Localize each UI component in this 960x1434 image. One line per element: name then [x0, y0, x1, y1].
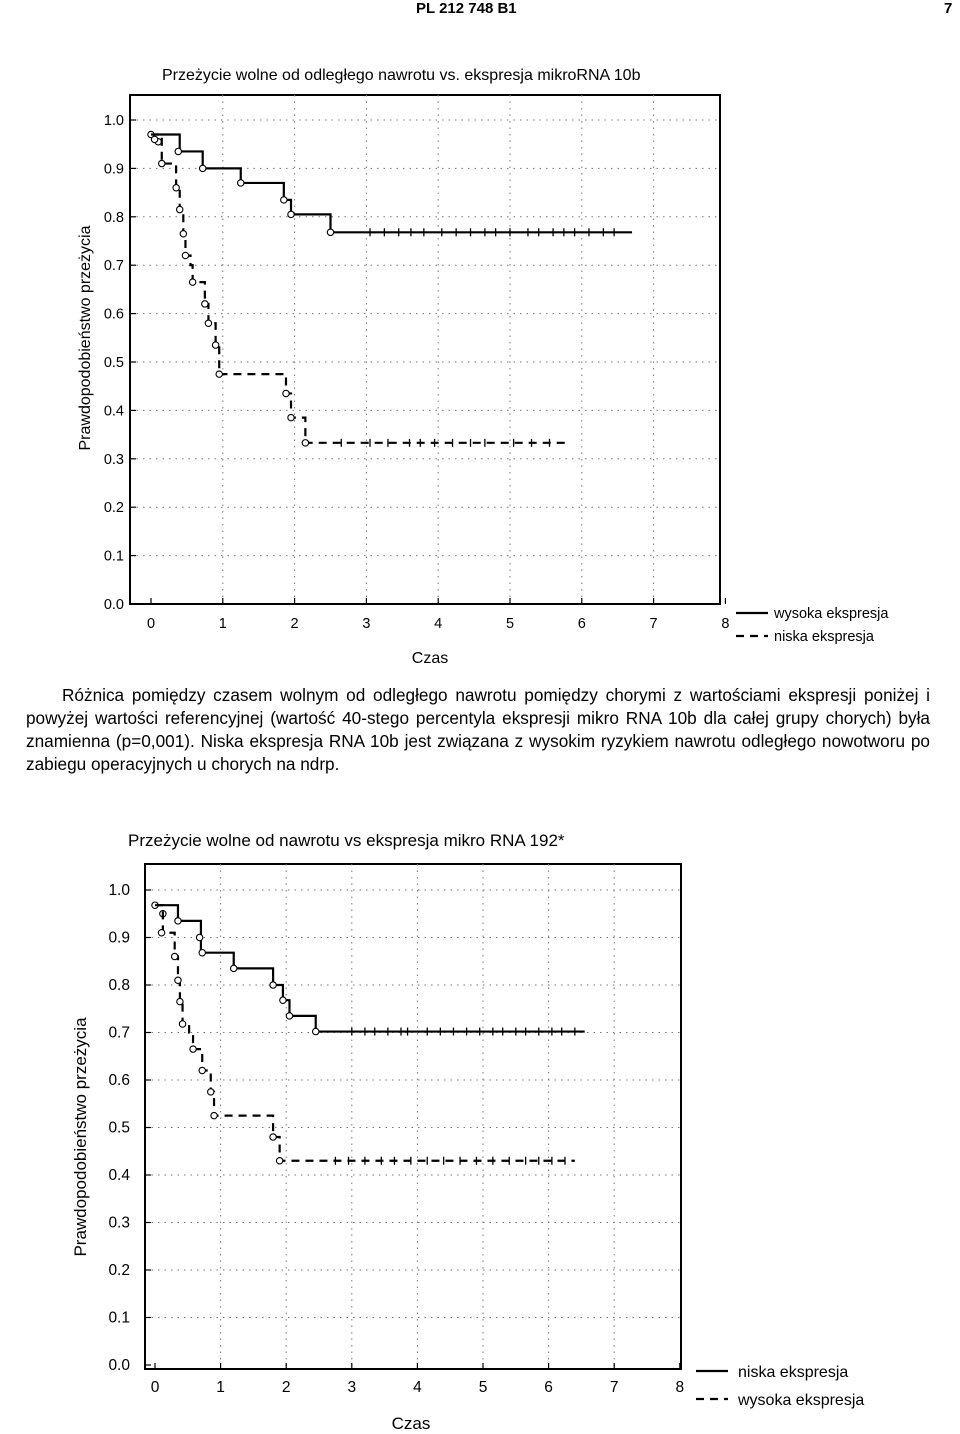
x-tick-label: 8 [675, 1379, 685, 1396]
series-layer [152, 902, 585, 1165]
series-layer [148, 131, 632, 447]
event-point [238, 180, 244, 186]
x-tick-label: 4 [413, 1379, 422, 1396]
event-point [286, 1013, 292, 1019]
event-point [175, 918, 181, 924]
x-tick-label: 6 [544, 1379, 553, 1396]
x-tick-label: 0 [146, 616, 156, 632]
y-tick-label: 1.0 [108, 882, 130, 899]
y-tick-label: 0.8 [108, 977, 130, 994]
y-tick-label: 0.2 [108, 1262, 130, 1279]
ticks [104, 113, 730, 632]
x-tick-label: 5 [505, 616, 515, 632]
km-chart-mirna-192 [0, 820, 960, 1434]
y-tick-label: 0.0 [108, 1357, 130, 1374]
y-tick-label: 0.4 [108, 1167, 130, 1184]
ticks [108, 882, 684, 1396]
event-point [173, 185, 179, 191]
x-tick-label: 4 [434, 616, 443, 632]
event-point [216, 371, 222, 377]
survival-curve [151, 135, 632, 233]
event-point [199, 1067, 205, 1073]
event-point [313, 1028, 319, 1034]
event-point [202, 301, 208, 307]
survival-curve [151, 135, 567, 443]
event-point [270, 1134, 276, 1140]
y-tick-label: 0.6 [103, 306, 124, 323]
event-point [276, 1158, 282, 1164]
event-point [182, 252, 188, 258]
y-tick-label: 0.8 [103, 209, 124, 226]
y-tick-label: 0.7 [103, 258, 124, 275]
y-tick-label: 0.2 [103, 500, 124, 517]
event-point [212, 342, 218, 348]
y-tick-label: 0.6 [108, 1072, 130, 1089]
y-tick-label: 1.0 [103, 113, 124, 129]
event-point [283, 390, 289, 396]
y-tick-label: 0.0 [103, 597, 124, 613]
event-point [190, 1046, 196, 1052]
x-tick-label: 0 [150, 1379, 160, 1396]
x-tick-label: 3 [362, 616, 371, 632]
event-point [196, 934, 202, 940]
y-tick-label: 0.3 [103, 451, 124, 468]
x-tick-label: 7 [649, 616, 658, 632]
y-tick-label: 0.9 [108, 929, 130, 947]
event-point [189, 279, 195, 285]
event-point [288, 211, 294, 217]
event-point [231, 965, 237, 971]
series-1 [148, 131, 632, 236]
y-tick-label: 0.1 [108, 1309, 130, 1327]
event-point [280, 997, 286, 1003]
y-tick-label: 0.5 [108, 1119, 130, 1137]
y-tick-label: 0.7 [108, 1024, 130, 1042]
y-tick-label: 0.3 [108, 1214, 130, 1232]
event-point [199, 950, 205, 956]
x-tick-label: 2 [281, 1379, 291, 1396]
event-point [208, 1089, 214, 1095]
x-tick-label: 2 [290, 616, 299, 632]
chart-title: Przeżycie wolne od odległego nawrotu vs. ekspresja mikroRNA 10b [162, 67, 641, 84]
legend-label-1: niska ekspresja [738, 1364, 849, 1381]
legend-label-2: wysoka ekspresja [738, 1392, 865, 1409]
event-point [302, 440, 308, 446]
page-header [0, 0, 960, 22]
x-tick-label: 7 [609, 1379, 619, 1396]
page-number: 7 [944, 0, 953, 17]
event-point [175, 977, 181, 983]
y-tick-label: 0.5 [103, 355, 124, 371]
event-point [327, 229, 333, 235]
event-point [281, 197, 287, 203]
y-tick-label: 0.9 [103, 161, 124, 178]
x-tick-label: 6 [577, 616, 586, 632]
legend-label-1: wysoka ekspresja [774, 606, 889, 622]
event-point [211, 1112, 217, 1118]
figure-caption [26, 684, 930, 776]
survival-curve [155, 905, 585, 1031]
event-point [205, 320, 211, 326]
document-id: PL 212 748 B1 [416, 0, 517, 17]
event-point [171, 953, 177, 959]
event-point [180, 231, 186, 237]
event-point [158, 930, 164, 936]
event-point [175, 148, 181, 154]
event-point [199, 165, 205, 171]
event-point [179, 1021, 185, 1027]
series-1 [152, 902, 585, 1036]
y-axis-label: Prawdopodobieństwo przeżycia [77, 225, 94, 451]
x-tick-label: 1 [218, 616, 227, 632]
km-chart-mirna-10b [0, 56, 960, 674]
y-tick-label: 0.1 [103, 548, 124, 565]
caption-text: Różnica pomiędzy czasem wolnym od odległego nawrotu pomiędzy chorymi z wartościami ekspresji poniżej i powyżej wartości referencyjnej (wartość 40-stego percentyla ekspresji mikro RNA 10b dla całej grupy chorych) była znamienna (p=0,001). Niska ekspresja RNA 10b jest związana z wysokim ryzykiem nawrotu odległego nowotworu po zabiegu operacyjnych u chorych na ndrp. [26, 685, 930, 774]
event-point [159, 160, 165, 166]
chart-title: Przeżycie wolne od nawrotu vs ekspresja mikro RNA 192* [128, 831, 565, 850]
legend-label-2: niska ekspresja [774, 629, 874, 645]
event-point [288, 414, 294, 420]
legend [736, 606, 889, 645]
y-tick-label: 0.4 [103, 403, 124, 420]
event-point [151, 136, 157, 142]
event-point [177, 206, 183, 212]
x-tick-label: 3 [347, 1379, 357, 1396]
x-axis-label: Czas [411, 650, 449, 667]
series-2 [151, 135, 567, 447]
legend [696, 1364, 864, 1409]
x-axis-label: Czas [391, 1414, 431, 1433]
event-point [270, 982, 276, 988]
event-point [177, 998, 183, 1004]
x-tick-label: 5 [478, 1379, 488, 1396]
y-axis-label: Prawdopodobieństwo przeżycia [71, 1017, 90, 1257]
x-tick-label: 8 [721, 616, 730, 632]
x-tick-label: 1 [216, 1379, 225, 1396]
